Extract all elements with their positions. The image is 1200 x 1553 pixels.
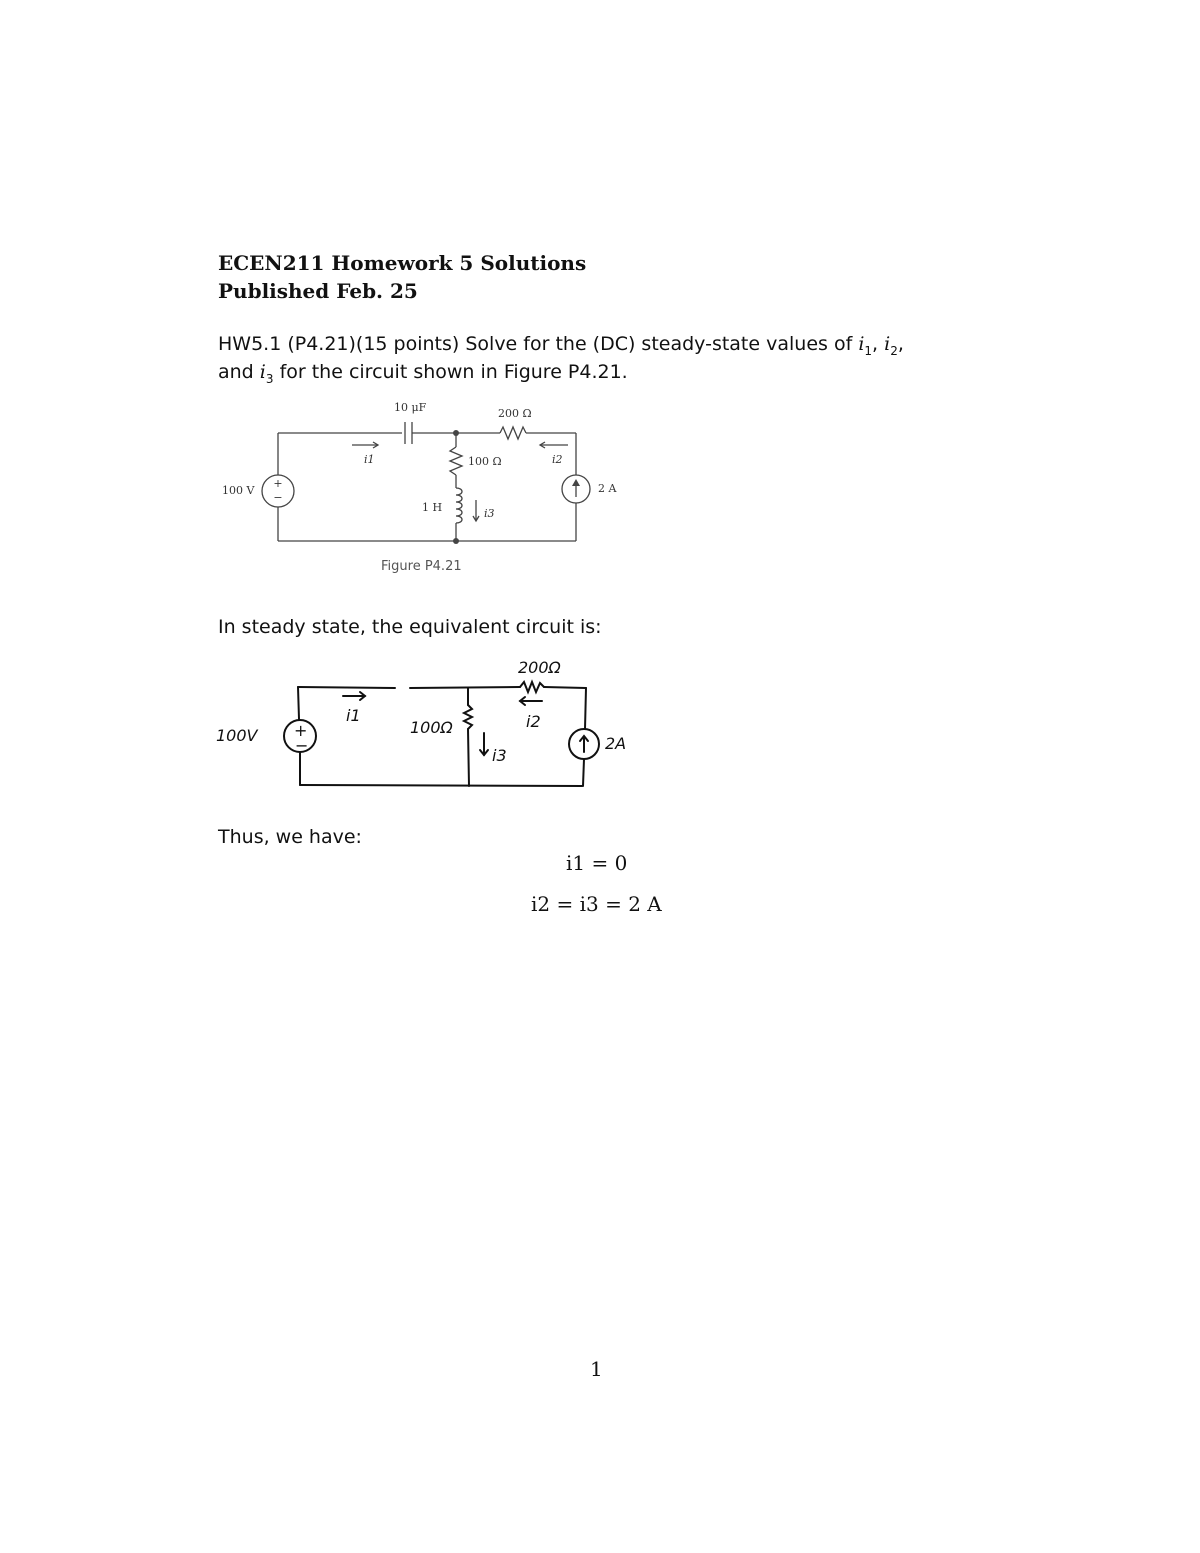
figure-p4-21 (210, 395, 630, 580)
figure-caption: Figure P4.21 (381, 559, 462, 574)
fig1-voltage-source-label: 100 V (222, 484, 255, 497)
fig2-resistor-100-label: 100Ω (410, 718, 453, 737)
problem-line2-suffix: for the circuit shown in Figure P4.21. (279, 361, 628, 383)
svg-text:−: − (273, 491, 283, 504)
fig1-inductor-label: 1 H (422, 501, 443, 514)
fig1-i2-label: i2 (552, 453, 563, 466)
page-number: 1 (590, 1357, 603, 1381)
fig2-resistor-200-label: 200Ω (518, 658, 561, 677)
fig1-i1-label: i1 (364, 453, 375, 466)
fig2-i1-label: i1 (346, 706, 361, 725)
fig1-capacitor-label: 10 μF (394, 401, 427, 414)
fig2-voltage-source-label: 100V (216, 726, 258, 745)
published-date: Published Feb. 25 (218, 279, 418, 303)
svg-text:−: − (295, 736, 309, 755)
svg-text:+: + (273, 477, 283, 490)
equation-i2-i3: i2 = i3 = 2 A (531, 892, 662, 916)
steady-state-text: In steady state, the equivalent circuit is: (218, 616, 602, 638)
fig1-resistor-100-label: 100 Ω (468, 455, 502, 468)
problem-statement-line1: HW5.1 (P4.21)(15 points) Solve for the (DC) steady-state values of $i_1$, $i_2$, (218, 333, 904, 358)
fig1-resistor-200-label: 200 Ω (498, 407, 532, 420)
document-title: ECEN211 Homework 5 Solutions (218, 251, 587, 275)
problem-line2-prefix: and (218, 361, 254, 383)
svg-text:+: + (294, 721, 308, 740)
problem-statement-line2: and $i_3$ for the circuit shown in Figure P4.21. (218, 361, 628, 386)
fig2-current-source-label: 2A (605, 734, 627, 753)
fig2-i2-label: i2 (526, 712, 541, 731)
fig1-current-source-label: 2 A (598, 482, 617, 495)
fig1-i3-label: i3 (484, 507, 495, 520)
results-intro: Thus, we have: (218, 826, 362, 848)
equation-i1: i1 = 0 (566, 851, 628, 875)
problem-line1-text: HW5.1 (P4.21)(15 points) Solve for the (DC) steady-state values of (218, 333, 853, 355)
equivalent-circuit-figure (210, 655, 650, 795)
fig2-i3-label: i3 (492, 746, 507, 765)
